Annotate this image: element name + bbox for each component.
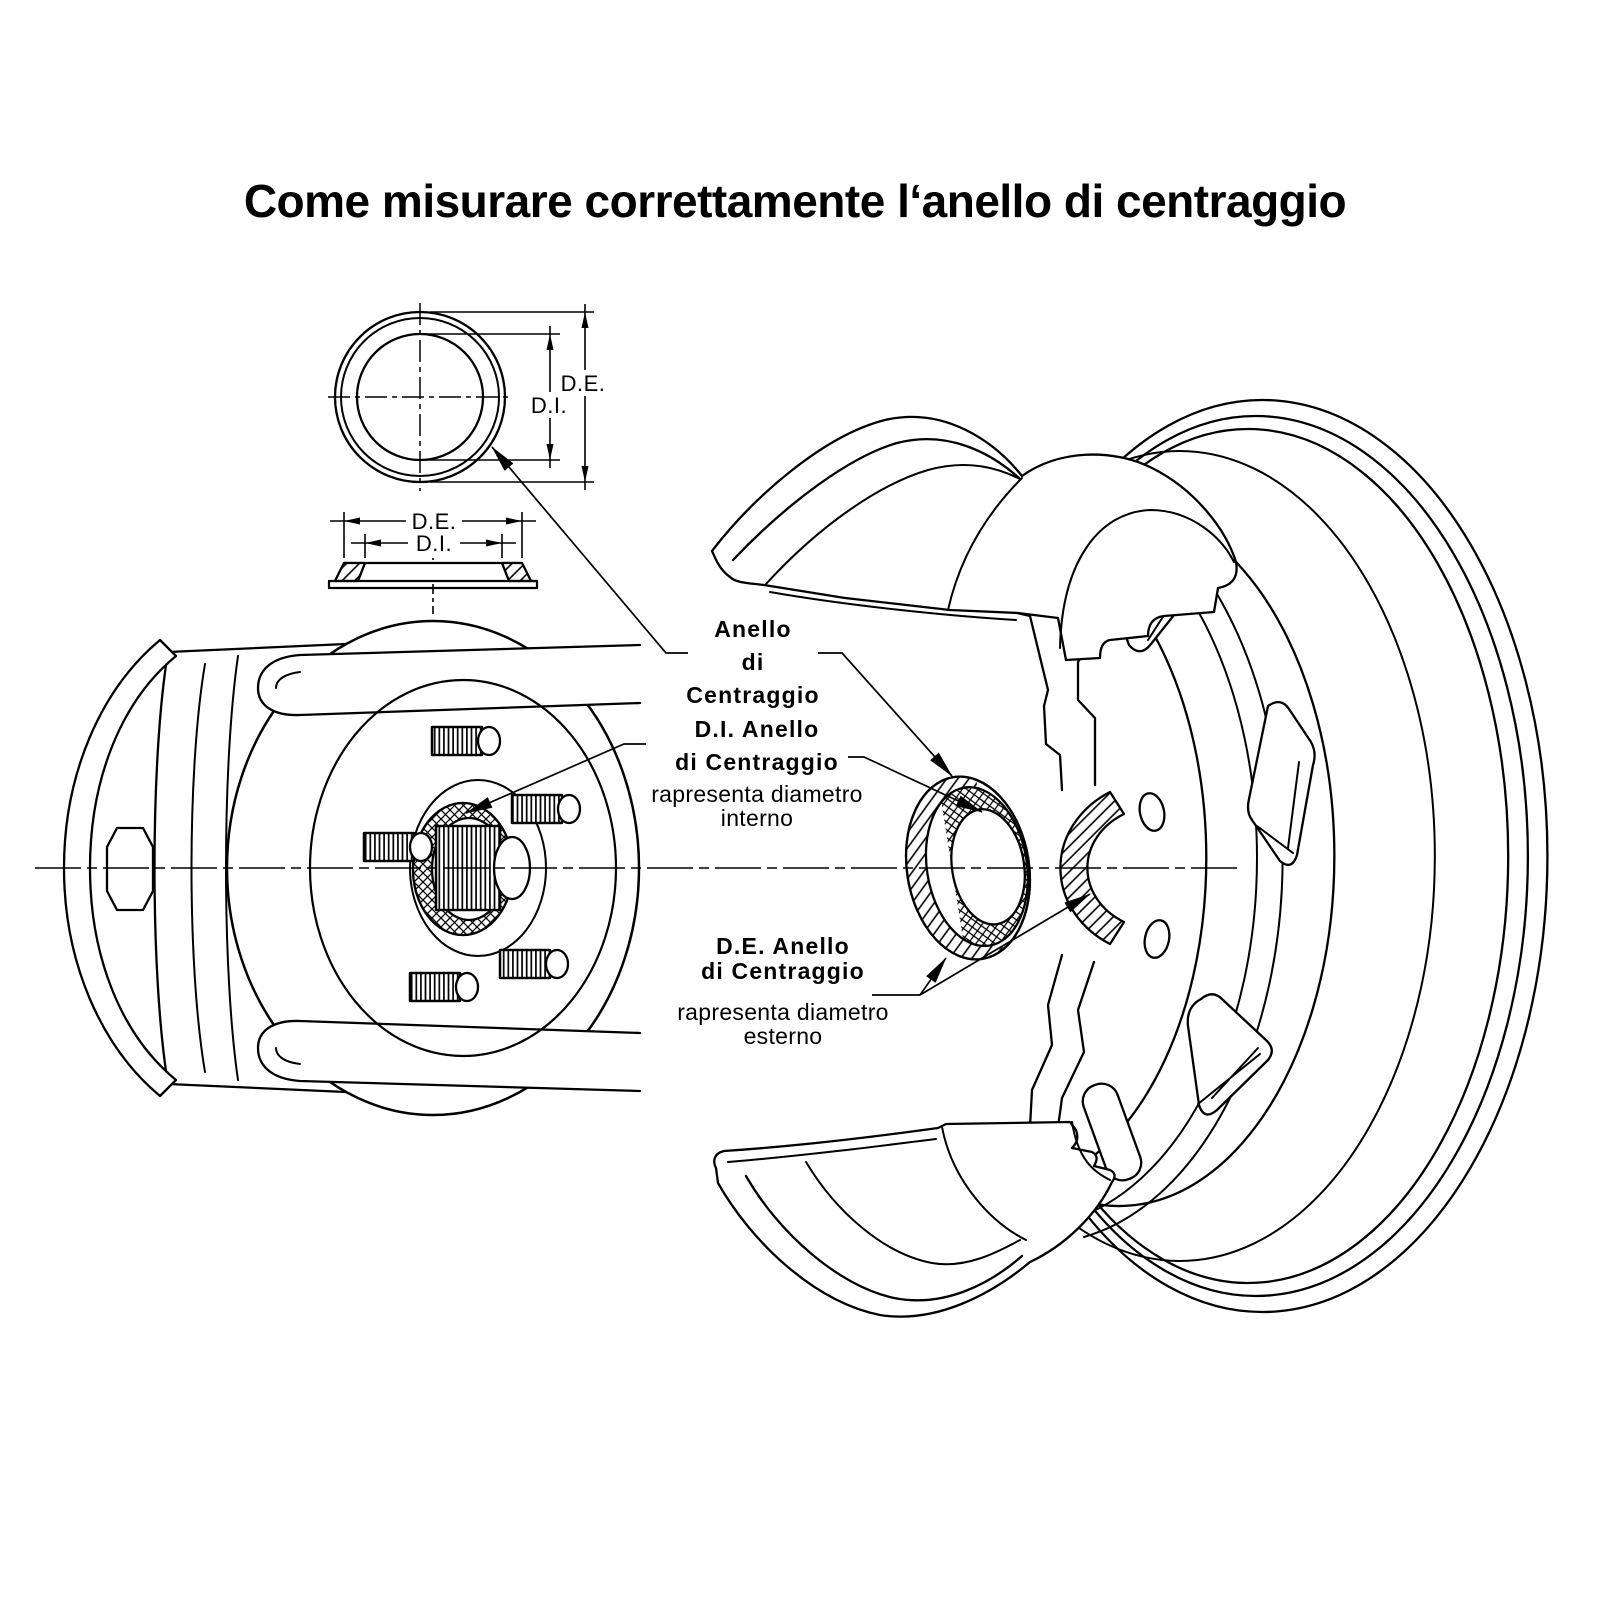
- wheel-rim-cutaway: [712, 400, 1547, 1317]
- callout-anello-line1: Anello: [714, 616, 792, 642]
- callout-anello-line2: di: [741, 649, 765, 675]
- callout-anello: [686, 616, 819, 708]
- title-text: Come misurare correttamente l‘anello di centraggio: [243, 175, 1347, 227]
- callout-di-line2: di Centraggio: [675, 749, 839, 775]
- stud: [364, 833, 432, 861]
- bolt-hole-lower: [1141, 918, 1172, 960]
- stud: [432, 727, 500, 755]
- callout-de-line1: D.E. Anello: [716, 933, 850, 959]
- callout-de-line2: di Centraggio: [701, 958, 865, 984]
- page-title: [244, 175, 1346, 227]
- callout-anello-line3: Centraggio: [686, 682, 820, 708]
- bolt-hole-upper: [1136, 791, 1167, 833]
- callout-de-desc2: esterno: [743, 1023, 823, 1049]
- callout-de: [677, 933, 889, 1049]
- callout-di: [651, 716, 863, 831]
- front-de-label: D.E.: [560, 371, 606, 396]
- stud: [512, 795, 580, 823]
- barrel-cut-bottom: [714, 1122, 1114, 1317]
- vent-hole-bottom: [1188, 994, 1272, 1114]
- front-centerlines: [328, 303, 512, 491]
- section-di-label: D.I.: [415, 531, 453, 556]
- stud: [500, 950, 568, 978]
- backing-plate-hexagon: [107, 828, 153, 910]
- callout-di-line1: D.I. Anello: [694, 716, 820, 742]
- ring-front-view: [328, 303, 610, 491]
- callout-di-desc1: rapresenta diametro: [651, 781, 863, 807]
- leader-de-to-ring-edge: [920, 958, 946, 995]
- front-di-label: D.I.: [530, 393, 568, 418]
- callout-di-desc2: interno: [720, 805, 794, 831]
- section-de-label: D.E.: [411, 509, 457, 534]
- vent-hole-right: [1248, 702, 1315, 865]
- stud: [410, 973, 478, 1001]
- callout-de-desc1: rapresenta diametro: [677, 999, 889, 1025]
- ring-section-view: [329, 507, 537, 614]
